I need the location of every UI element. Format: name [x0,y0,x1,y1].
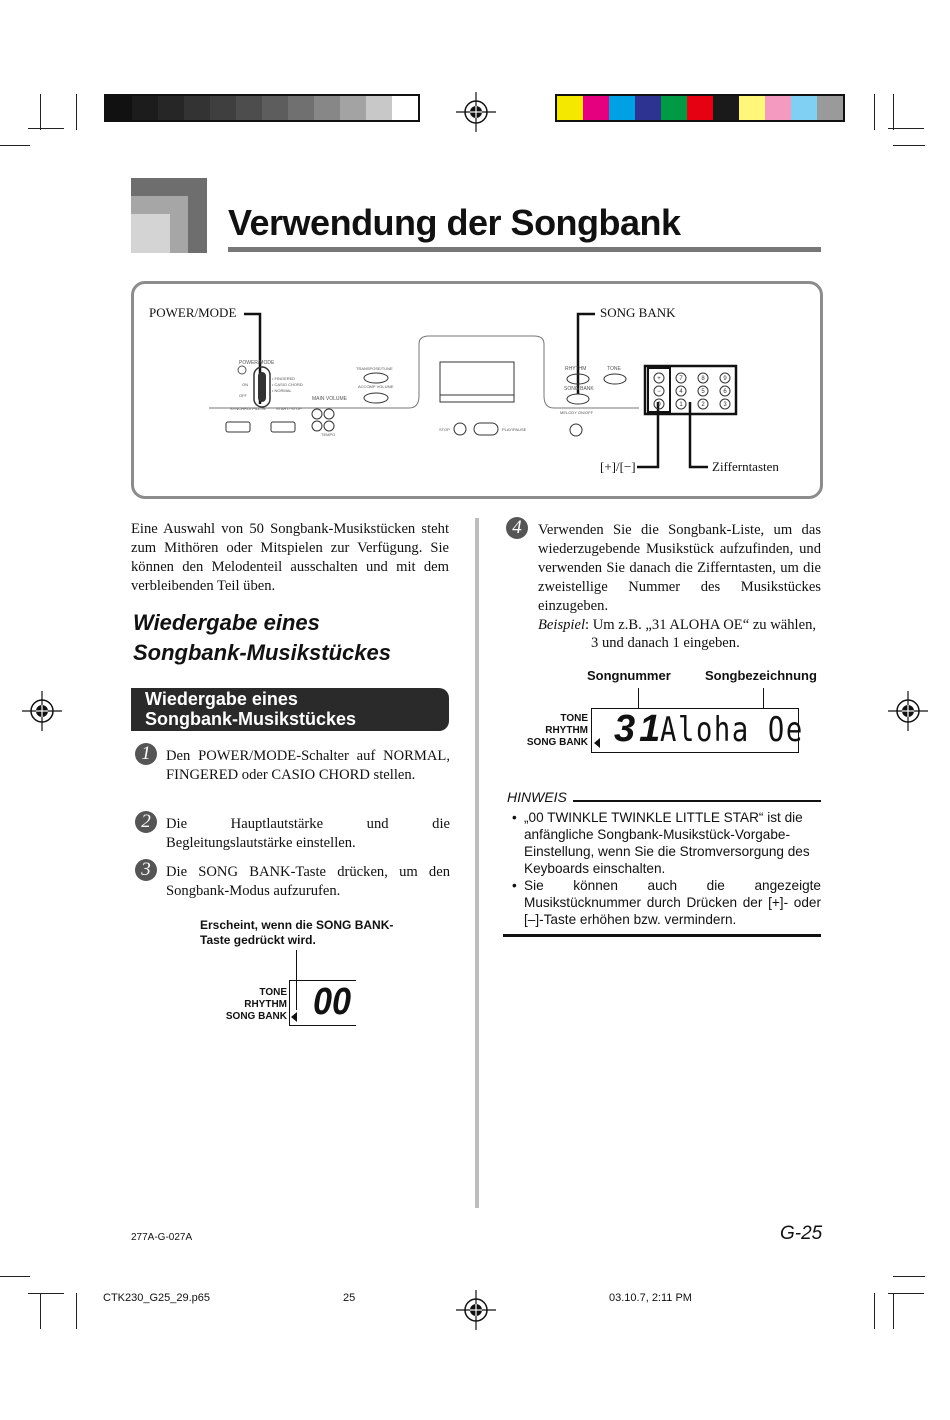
kbd-label-off: OFF [239,393,247,398]
gray-swatch [262,96,288,120]
label-song-bank: SONG BANK [600,305,676,320]
keypad-key-label: 0 [657,402,661,408]
hinweis-bottom-rule [503,934,821,937]
keypad-key-label: 9 [723,376,727,382]
gray-swatch [340,96,366,120]
crop-mark [0,1276,30,1277]
crop-mark [0,145,30,146]
page-title: Verwendung der Songbank [228,202,681,243]
gray-swatch [106,96,132,120]
display1-tone: TONE [259,987,287,998]
crop-mark [28,1293,64,1294]
color-swatch [765,96,791,120]
color-swatch [557,96,583,120]
gray-swatch [314,96,340,120]
display1-indicator-icon [291,1012,297,1022]
crop-mark [893,1293,894,1329]
crop-mark [874,94,875,130]
keypad-key-label: + [657,376,661,382]
kbd-label-tone: TONE [607,366,621,372]
kbd-label-synchro: SYNCHRO/ FILL-IN [230,406,266,411]
keypad-key-label: 4 [679,389,683,395]
example-line-2: 3 und danach 1 eingeben. [591,635,740,651]
color-swatch [817,96,843,120]
kbd-label-on: ON [242,382,248,387]
grayscale-bar [104,94,420,122]
crop-mark [893,1276,925,1277]
hinweis-rule [573,800,821,802]
label-power-mode: POWER/MODE [149,305,237,320]
step-number-1: 1 [135,743,157,765]
display2-number: 31 [614,708,665,750]
display2-tone: TONE [560,713,588,724]
display2-song-number-label: Songnummer [587,668,671,683]
hinweis-item: • „00 TWINKLE TWINKLE LITTLE STAR“ ist die anfängliche Songbank-Musikstück-Vorgabe-Einstellung, wenn Sie die Stromversorgung des Keyboards einschalten. [512,809,821,877]
step-number-3: 3 [135,859,157,881]
gray-swatch [288,96,314,120]
keypad-key-label: − [657,389,661,395]
keyboard-panel-illustration [131,281,823,499]
display2-indicator-icon [594,738,600,748]
gray-swatch [392,96,418,120]
kbd-label-rhythm: RHYTHM [565,366,587,372]
color-swatch [739,96,765,120]
display1-song-bank: SONG BANK [225,1011,287,1022]
hinweis-item-text: „00 TWINKLE TWINKLE LITTLE STAR“ ist die anfängliche Songbank-Musikstück-Vorgabe-Einstellung, wenn Sie die Stromversorgung des Keyboards einschalten. [524,810,810,876]
keypad-key-label: 7 [679,376,683,382]
title-rule [228,247,821,252]
kbd-label-melody: MELODY ON/OFF [560,410,594,415]
crop-mark [40,1293,41,1329]
footer-page: 25 [343,1292,356,1304]
color-swatch [687,96,713,120]
step-1-text: Den POWER/MODE-Schalter auf NORMAL, FINGERED oder CASIO CHORD stellen. [166,748,450,783]
kbd-label-transpose: TRANSPOSE/TUNE [356,366,393,371]
color-swatch [583,96,609,120]
intro-paragraph: Eine Auswahl von 50 Songbank-Musikstücken steht zum Mithören oder Mitspielen zur Verfügung. Sie können den Melodenteil ausschalten und mit dem verbleibenden Teil üben. [131,521,449,594]
display1-caption: Erscheint, wenn die SONG BANK-Taste gedrückt wird. [200,918,394,947]
color-swatch [661,96,687,120]
display2-name: Aloha Oe [660,710,804,750]
label-number-keys: Zifferntasten [712,459,779,474]
crop-mark [28,128,64,129]
hinweis-item: • Sie können auch die angezeigte Musikstücknummer durch Drücken der [+]- oder [–]-Taste erhöhen bzw. vermindern. [512,878,821,927]
gray-swatch [210,96,236,120]
label-plus-minus: [+]/[−] [600,459,636,474]
crop-mark [40,94,41,130]
hinweis-item-text: Sie können auch die angezeigte Musikstücknummer durch Drücken der [+]- oder [–]-Taste erhöhen bzw. vermindern. [524,878,821,927]
example-line [538,616,828,635]
display1-value: 00 [313,981,352,1023]
keypad-key-label: 5 [701,389,705,395]
gray-swatch [132,96,158,120]
kbd-label-power-mode: POWER/MODE [239,360,275,366]
color-swatch [635,96,661,120]
display2-rhythm: RHYTHM [545,725,588,736]
section-title-line: Songbank-Musikstückes [133,640,391,665]
display2-song-bank: SONG BANK [526,737,588,748]
display2-labels [500,713,588,749]
color-swatch [791,96,817,120]
crop-mark [76,94,77,130]
crop-mark [893,94,894,130]
kbd-label-stop: STOP [439,427,450,432]
number-keypad [654,373,730,409]
gray-swatch [158,96,184,120]
footer-file: CTK230_G25_29.p65 [103,1292,211,1304]
hinweis-list [512,809,821,928]
keypad-key-label: 2 [701,402,705,408]
color-swatch [609,96,635,120]
gray-swatch [236,96,262,120]
section-title-line: Wiedergabe eines [133,610,320,635]
hinweis-title: HINWEIS [507,789,567,805]
registration-mark-icon [456,1290,496,1330]
column-divider [475,518,479,1208]
keypad-key-label: 3 [723,402,727,408]
step-4-text: Verwenden Sie die Songbank-Liste, um das wiederzugebende Musikstück aufzufinden, und verwenden Sie danach die Zifferntasten, um die zweistellige Nummer des Musikstückes einzugeben. [538,522,821,614]
registration-mark-icon [456,92,496,132]
example-text: : Um z.B. „31 ALOHA OE“ zu wählen, [585,617,817,633]
kbd-label-casio-chord: • CASIO CHORD [272,382,303,387]
keypad-key-label: 1 [679,402,683,408]
box-heading-line: Songbank-Musikstückes [145,709,357,729]
gray-swatch [366,96,392,120]
kbd-label-fingered: • FINGERED [272,376,296,381]
kbd-label-tempo: TEMPO [321,432,336,437]
display1-rhythm: RHYTHM [244,999,287,1010]
footer-date: 03.10.7, 2:11 PM [609,1292,692,1304]
registration-mark-icon [22,691,62,731]
step-2-text: Die Hauptlautstärke und die Begleitungslautstärke einstellen. [166,816,450,851]
registration-mark-icon [888,691,928,731]
kbd-label-main-volume: MAIN VOLUME [312,396,348,402]
display2-pointer [638,688,639,708]
crop-mark [874,1293,875,1329]
section-title [133,608,391,668]
kbd-label-normal: • NORMAL [272,388,292,393]
page-number: G-25 [780,1223,823,1244]
kbd-label-accomp-volume: ACCOMP VOLUME [358,384,394,389]
display2-pointer [763,688,764,708]
step-number-4: 4 [506,517,528,539]
keypad-key-label: 8 [701,376,705,382]
color-bar [555,94,845,122]
box-heading-line: Wiedergabe eines [145,689,298,709]
step-number-2: 2 [135,811,157,833]
example-label: Beispiel [538,617,586,633]
display2-song-name-label: Songbezeichnung [705,668,817,683]
display1-labels [200,987,287,1023]
doc-code: 277A-G-027A [131,1232,193,1243]
crop-mark [76,1293,77,1329]
keypad-key-label: 6 [723,389,727,395]
kbd-label-start-stop: START/ STOP [276,406,302,411]
title-decoration [131,214,170,253]
keyboard-panel-drawing [134,284,820,496]
color-swatch [713,96,739,120]
kbd-label-song-bank: SONG BANK [564,386,594,392]
crop-mark [893,145,925,146]
gray-swatch [184,96,210,120]
box-heading [131,688,449,731]
kbd-label-play-pause: PLAY/PAUSE [502,427,527,432]
step-3-text: Die SONG BANK-Taste drücken, um den Songbank-Modus aufzurufen. [166,864,450,899]
